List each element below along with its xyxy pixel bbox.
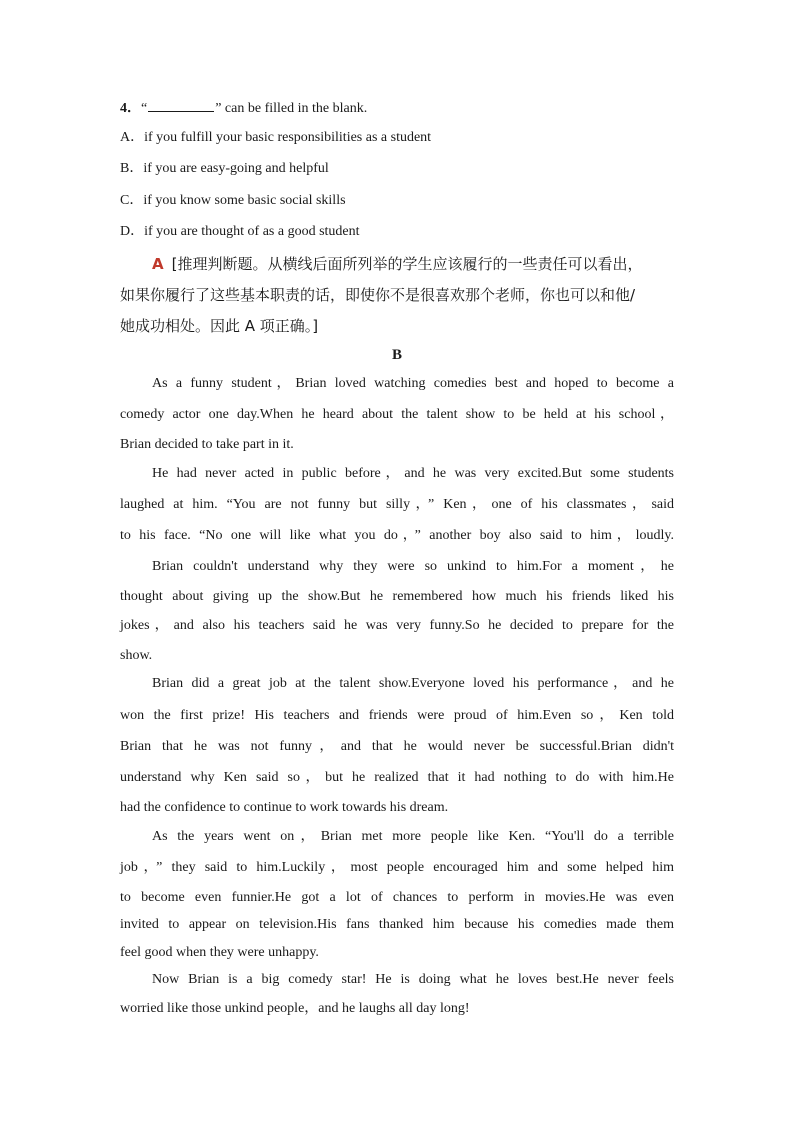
passage-line: had the confidence to continue to work towards his dream. (120, 800, 449, 815)
passage-line: worried like those unkind people，and he laughs all day long! (120, 1001, 470, 1016)
passage-line: show. (120, 648, 153, 663)
option-d: D．if you are thought of as a good student (120, 224, 360, 239)
question-stem (120, 97, 674, 119)
passage-line: comedy actor one day.When he heard about the talent show to be held at his school， (120, 407, 674, 422)
passage-line: As a funny student，Brian loved watching comedies best and hoped to become a (152, 376, 674, 391)
option-a: A．if you fulfill your basic responsibilities as a student (120, 130, 432, 145)
passage-line: to become even funnier.He got a lot of chances to perform in movies.He was even (120, 890, 674, 905)
passage-line: jokes，and also his teachers said he was very funny.So he decided to prepare for the (120, 618, 674, 633)
passage-line: feel good when they were unhappy. (120, 945, 319, 960)
fill-blank (148, 97, 214, 112)
passage-line: job，” they said to him.Luckily，most people encouraged him and some helped him (120, 860, 674, 875)
explanation-line-1: [推理判断题。从横线后面所列举的学生应该履行的一些责任可以看出， (171, 255, 643, 273)
passage-line: won the first prize! His teachers and friends were proud of him.Even so，Ken told (120, 708, 674, 723)
stem-text: ” can be filled in the blank. (215, 101, 368, 116)
answer-letter: A (152, 255, 164, 273)
passage-line: Brian couldn't understand why they were so unkind to him.For a moment，he (152, 559, 674, 574)
stem-open-quote: “ (141, 101, 148, 116)
passage-line: Brian decided to take part in it. (120, 437, 294, 452)
passage-line: laughed at him. “You are not funny but silly，” Ken，one of his classmates，said (120, 497, 674, 512)
passage-line: Brian that he was not funny，and that he would never be successful.Brian didn't (120, 739, 674, 754)
passage-line: to his face. “No one will like what you do，” another boy also said to him，loudly. (120, 528, 674, 543)
question-number: 4． (120, 101, 141, 116)
option-b: B．if you are easy-going and helpful (120, 161, 329, 176)
passage-line: invited to appear on television.His fans thanked him because his comedies made them (120, 917, 674, 932)
passage-line: He had never acted in public before，and he was very excited.But some students (152, 466, 674, 481)
explanation-line-2: 如果你履行了这些基本职责的话，即使你不是很喜欢那个老师，你也可以和他/ (120, 286, 636, 304)
option-c: C．if you know some basic social skills (120, 193, 346, 208)
explanation-line-3: 她成功相处。因此 A 项正确。] (120, 317, 319, 335)
passage-line: Now Brian is a big comedy star! He is doing what he loves best.He never feels (152, 972, 674, 987)
passage-line: thought about giving up the show.But he remembered how much his friends liked his (120, 589, 674, 604)
passage-line: understand why Ken said so，but he realized that it had nothing to do with him.He (120, 770, 674, 785)
passage-line: As the years went on，Brian met more people like Ken. “You'll do a terrible (152, 829, 674, 844)
section-title: B (391, 347, 402, 363)
passage-line: Brian did a great job at the talent show.Everyone loved his performance，and he (152, 676, 674, 691)
answer-line (152, 254, 674, 274)
